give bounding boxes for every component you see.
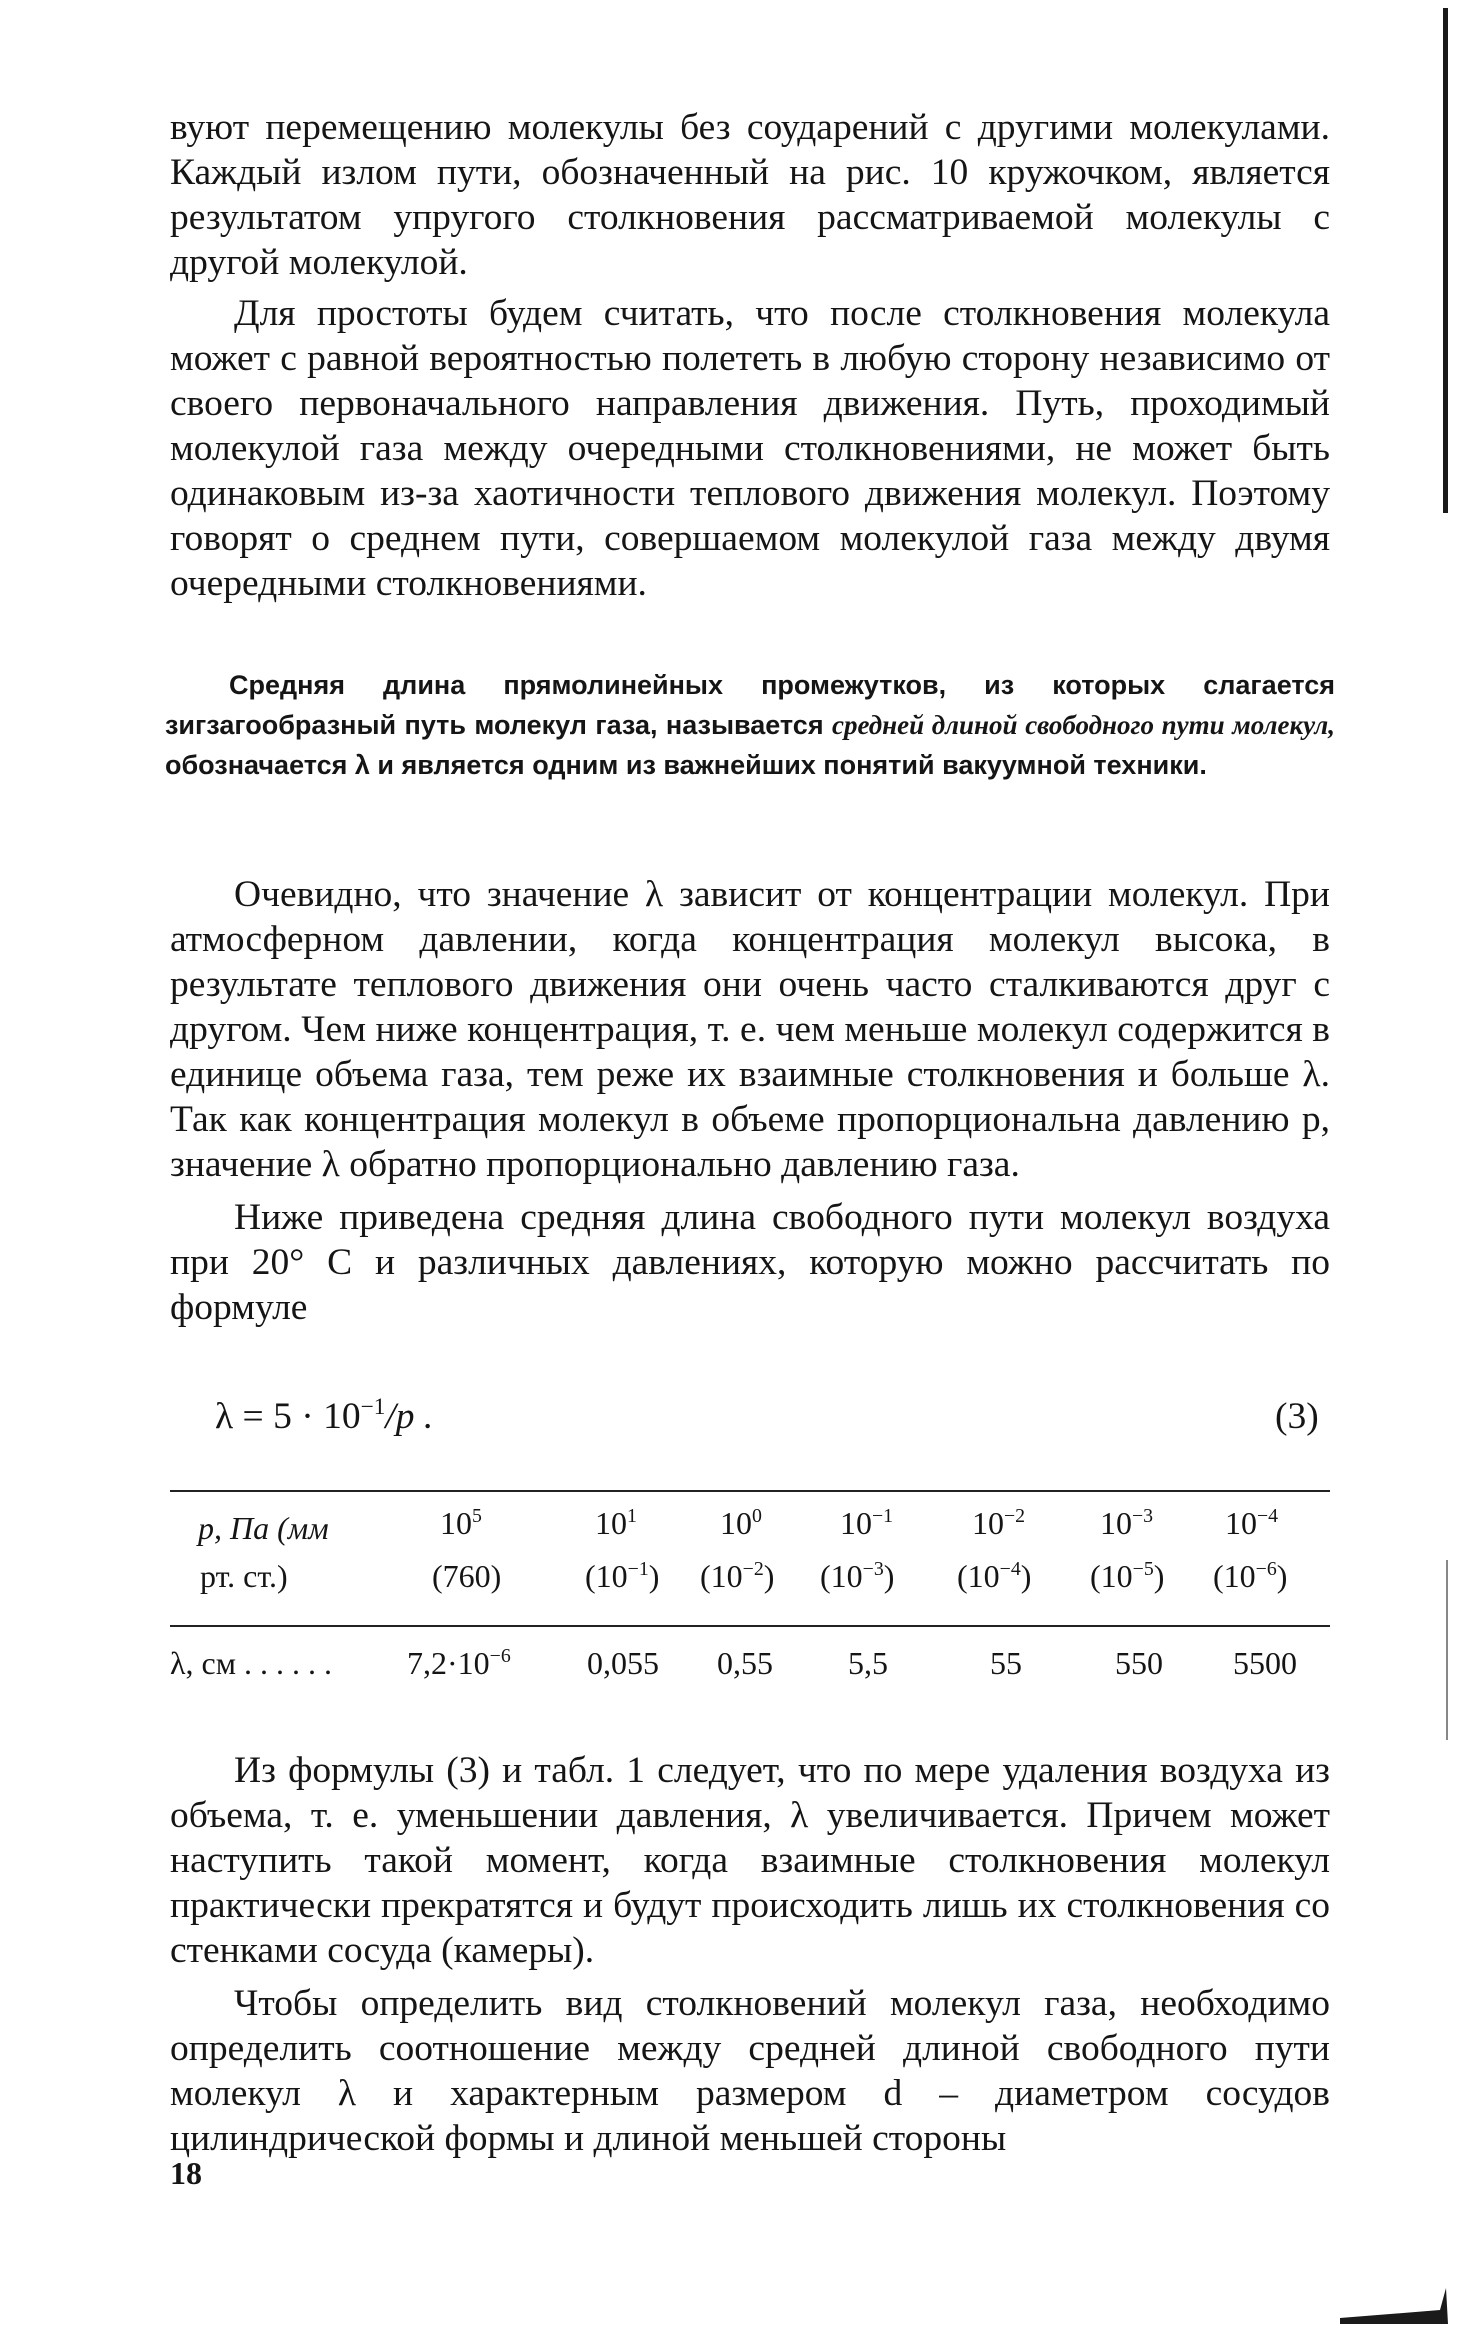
paragraph-4: Ниже приведена средняя длина свободного пути молекул воздуха при 20° С и различных давлениях, которую можно рассчитать по формуле [170,1197,1330,1328]
table-pressure-mm: $(10^{-5})$ [1090,1558,1165,1594]
definition-part2: обозначается λ и является одним из важнейших понятий вакуумной техники. [165,750,1207,780]
text-block-middle [170,872,1330,1330]
text-block-top [170,105,1330,606]
table-pressure-pa: $10^{-4}$ [1225,1505,1279,1541]
table-pressure-mm: $(10^{-6})$ [1213,1558,1288,1594]
paragraph-3: Очевидно, что значение λ зависит от концентрации молекул. При атмосферном давлении, когда концентрация молекул высока, в результате теплового движения они очень часто сталкиваются друг с другом. Чем ниже концентрация, т. е. чем меньше молекул содержится в единице объема газа, тем реже их взаимные столкновения и больше λ. Так как концентрация молекул в объеме пропорциональна давлению p, значение λ обратно пропорционально давлению газа. [170,874,1330,1185]
definition-paragraph [165,665,1335,785]
table-pressure-mm: (760) [432,1558,502,1594]
table-pressure-pa: $10^1$ [595,1505,637,1541]
table-pressure-pa: $10^0$ [720,1505,762,1541]
formula-number: (3) [1275,1396,1319,1437]
table-lambda-value: 550 [1115,1645,1163,1681]
table-pressure-pa: $10^5$ [440,1505,482,1541]
table-lambda-value: 55 [990,1645,1022,1681]
page-edge-right [1443,8,1448,513]
formula-rhs: /p . [385,1396,434,1437]
paragraph-5: Из формулы (3) и табл. 1 следует, что по мере удаления воздуха из объема, т. е. уменьшении давления, λ увеличивается. Причем может наступить такой момент, когда взаимные столкновения молекул практически прекратятся и будут происходить лишь их столкновения со стенками сосуда (камеры). [170,1750,1330,1971]
table-lambda-value: $7,2\cdot 10^{-6}$ [407,1645,511,1681]
table-lambda-value: 0,055 [587,1645,659,1681]
paragraph-6: Чтобы определить вид столкновений молекул газа, необходимо определить соотношение между средней длиной свободного пути молекул λ и характерным размером d – диаметром сосудов цилиндрической формы и длиной меньшей стороны [170,1983,1330,2159]
table-row-label-units: рт. ст.) [200,1558,288,1594]
table-pressure-mm: $(10^{-2})$ [700,1558,775,1594]
table-pressure-pa: $10^{-3}$ [1100,1505,1154,1541]
table-lambda-value: 5500 [1233,1645,1297,1681]
table-lambda-value: 0,55 [717,1645,773,1681]
paragraph-2: Для простоты будем считать, что после столкновения молекула может с равной вероятностью полететь в любую сторону независимо от своего первоначального направления движения. Путь, проходимый молекулой газа между очередными столкновениями, не может быть одинаковым из-за хаотичности теплового движения молекул. Поэтому говорят о среднем пути, совершаемом молекулой газа между двумя очередными столкновениями. [170,293,1330,604]
table-row-label-pressure: p, Па (мм [198,1510,329,1546]
table-pressure-mm: $(10^{-3})$ [820,1558,895,1594]
page-corner-mark [1340,2280,1450,2325]
table-lambda-value: 5,5 [848,1645,888,1681]
page-number: 18 [170,2155,202,2191]
table-pressure-pa: $10^{-2}$ [972,1505,1026,1541]
page-edge-right-lower [1446,1560,1448,1740]
formula-exp: −1 [360,1394,386,1421]
text-block-bottom [170,1748,1330,2161]
definition-part1: Средняя длина прямолинейных промежутков, из которых слагается зигзагообразный путь молекул газа, называется [165,670,1335,740]
paragraph-1: вуют перемещению молекулы без соударений с другими молекулами. Каждый излом пути, обозначенный на рис. 10 кружочком, является результатом упругого столкновения рассматриваемой молекулы с другой молекулой. [170,107,1330,283]
table-rule-top [170,1490,1330,1492]
definition-block [165,665,1335,785]
formula-lhs: λ = 5 · 10 [215,1396,361,1437]
table-row-label-lambda: λ, см . . . . . . [170,1645,332,1681]
formula [215,1395,433,1438]
table-pressure-mm: $(10^{-4})$ [957,1558,1032,1594]
table-rule-middle [170,1625,1330,1627]
definition-term: средней длиной свободного пути молекул, [831,710,1335,740]
table-pressure-pa: $10^{-1}$ [840,1505,894,1541]
table-pressure-mm: $(10^{-1})$ [585,1558,660,1594]
